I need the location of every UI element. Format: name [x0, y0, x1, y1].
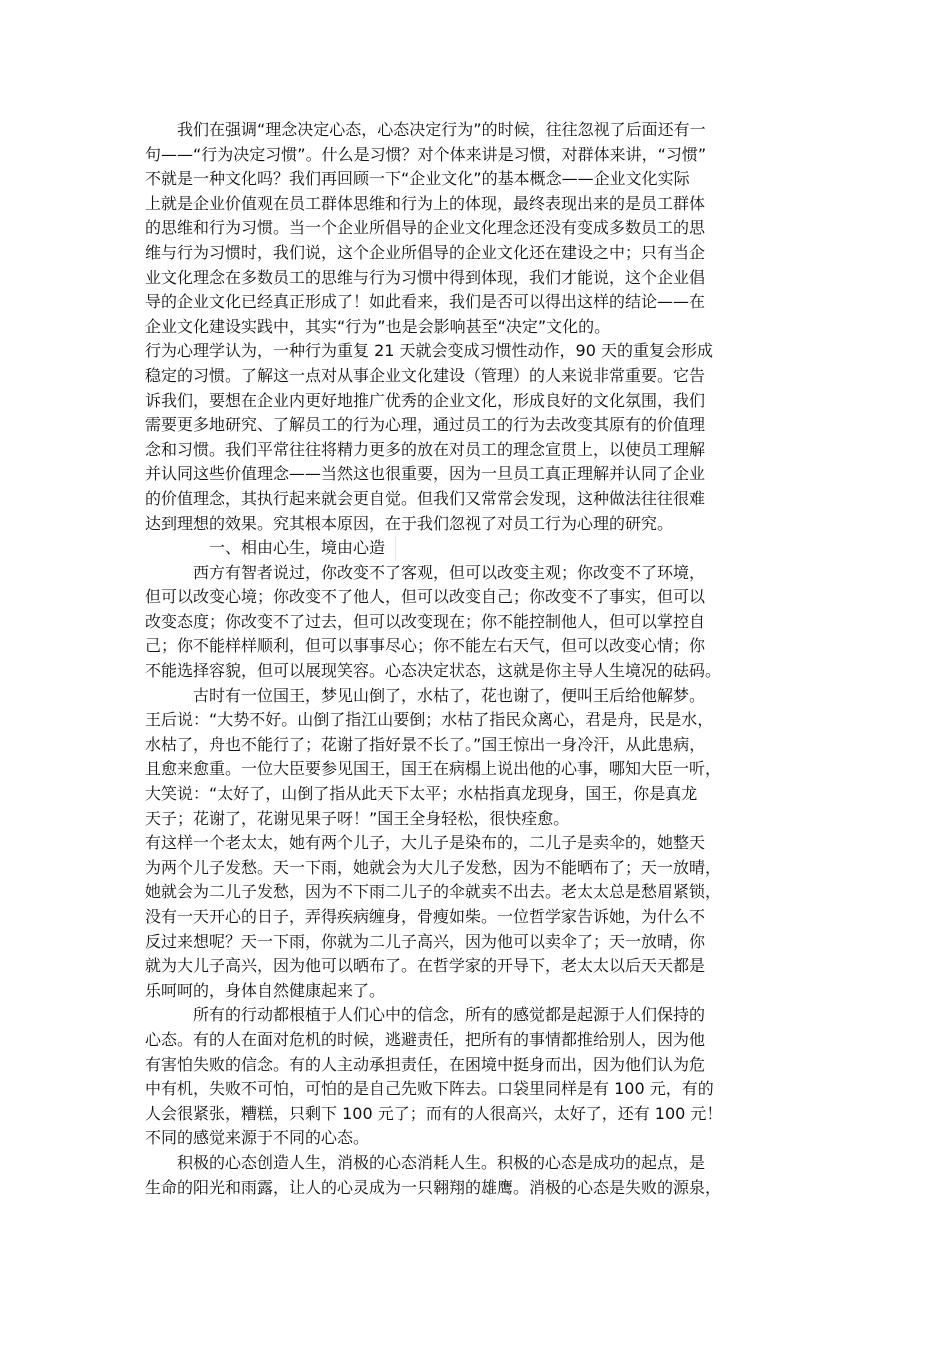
text-line: 句——“行为决定习惯”。什么是习惯？对个体来讲是习惯，对群体来讲，“习惯”	[145, 144, 707, 164]
text-line: 水枯了，舟也不能行了；花谢了指好景不长了。”国王惊出一身冷汗，从此患病，	[145, 734, 706, 754]
text-line: 古时有一位国王，梦见山倒了，水枯了，花也谢了，便叫王后给他解梦。	[145, 685, 706, 705]
text-line: 行为心理学认为，一种行为重复 21 天就会变成习惯性动作，90 天的重复会形成	[145, 341, 713, 361]
text-line: 稳定的习惯。了解这一点对从事企业文化建设（管理）的人来说非常重要。它告	[145, 365, 706, 385]
text-line: 生命的阳光和雨露，让人的心灵成为一只翱翔的雄鹰。消极的心态是失败的源泉，	[145, 1177, 722, 1197]
text-line: 反过来想呢？天一下雨，你就为二儿子高兴，因为他可以卖伞了；天一放晴，你	[145, 931, 706, 951]
text-line: 企业文化建设实践中，其实“行为”也是会影响甚至“决定”文化的。	[145, 316, 611, 336]
text-line: 心态。有的人在面对危机的时候，逃避责任，把所有的事情都推给别人，因为他	[145, 1029, 706, 1049]
section-heading-line	[145, 536, 813, 561]
text-line: 天子；花谢了，花谢见果子呀！”国王全身轻松，很快痊愈。	[145, 808, 570, 828]
text-line: 王后说：“大势不好。山倒了指江山要倒；水枯了指民众离心，君是舟，民是水，	[145, 710, 714, 730]
text-line: 有害怕失败的信念。有的人主动承担责任，在困境中挺身而出，因为他们认为危	[145, 1054, 706, 1074]
document-body	[145, 118, 813, 1200]
text-line: 的思维和行为习惯。当一个企业所倡导的企业文化理念还没有变成多数员工的思	[145, 218, 706, 238]
text-line: 业文化理念在多数员工的思维与行为习惯中得到体现，我们才能说，这个企业倡	[145, 267, 706, 287]
text-line: 但可以改变心境；你改变不了他人，但可以改变自己；你改变不了事实，但可以	[145, 587, 706, 607]
text-line: 大笑说：“太好了，山倒了指从此天下太平；水枯指真龙现身，国王，你是真龙	[145, 784, 698, 804]
text-line: 且愈来愈重。一位大臣要参见国王，国王在病榻上说出他的心事，哪知大臣一听，	[145, 759, 722, 779]
text-line: 己；你不能样样顺利，但可以事事尽心；你不能左右天气，但可以改变心情；你	[145, 636, 706, 656]
text-line: 积极的心态创造人生，消极的心态消耗人生。积极的心态是成功的起点，是	[145, 1152, 706, 1172]
text-line: 没有一天开心的日子，弄得疾病缠身，骨瘦如柴。一位哲学家告诉她，为什么不	[145, 907, 706, 926]
text-line: 乐呵呵的，身体自然健康起来了。	[145, 980, 386, 1000]
text-line: 所有的行动都根植于人们心中的信念，所有的感觉都是起源于人们保持的	[145, 1005, 706, 1025]
text-line: 改变态度；你改变不了过去，但可以改变现在；你不能控制他人，但可以掌控自	[145, 611, 706, 631]
text-line: 西方有智者说过，你改变不了客观，但可以改变主观；你改变不了环境，	[145, 562, 706, 582]
text-line: 为两个儿子发愁。天一下雨，她就会为大儿子发愁，因为不能晒布了；天一放晴，	[145, 857, 722, 877]
text-line: 导的企业文化已经真正形成了！如此看来，我们是否可以得出这样的结论——在	[145, 292, 706, 312]
text-line: 不能选择容貌，但可以展现笑容。心态决定状态，这就是你主导人生境况的砝码。	[145, 661, 722, 681]
text-line: 有这样一个老太太，她有两个儿子，大儿子是染布的，二儿子是卖伞的，她整天	[145, 833, 706, 853]
text-line: 不同的感觉来源于不同的心态。	[145, 1128, 370, 1148]
text-line: 念和习惯。我们平常往往将精力更多的放在对员工的理念宣贯上，以使员工理解	[145, 439, 706, 459]
text-line: 不就是一种文化吗？我们再回顾一下“企业文化”的基本概念——企业文化实际	[145, 169, 690, 189]
text-line: 维与行为习惯时，我们说，这个企业所倡导的企业文化还在建设之中；只有当企	[145, 242, 706, 262]
text-line: 我们在强调“理念决定心态，心态决定行为”的时候，往往忽视了后面还有一	[145, 120, 706, 139]
text-line: 达到理想的效果。究其根本原因，在于我们忽视了对员工行为心理的研究。	[145, 513, 674, 533]
text-line: 的价值理念，其执行起来就会更自觉。但我们又常常会发现，这种做法往往很难	[145, 488, 706, 508]
text-line: 诉我们，要想在企业内更好地推广优秀的企业文化，形成良好的文化氛围，我们	[145, 390, 706, 410]
text-line: 需要更多地研究、了解员工的行为心理，通过员工的行为去改变其原有的价值理	[145, 415, 706, 435]
section-heading: 一、相由心生，境由心造	[209, 536, 396, 561]
text-line: 中有机，失败不可怕，可怕的是自己先败下阵去。口袋里同样是有 100 元，有的	[145, 1079, 714, 1099]
text-line: 上就是企业价值观在员工群体思维和行为上的体现，最终表现出来的是员工群体	[145, 193, 706, 213]
text-line: 人会很紧张，糟糕，只剩下 100 元了；而有的人很高兴，太好了，还有 100 元！	[145, 1103, 723, 1123]
text-line: 并认同这些价值理念——当然这也很重要，因为一旦员工真正理解并认同了企业	[145, 464, 706, 484]
text-line: 就为大儿子高兴，因为他可以晒布了。在哲学家的开导下，老太太以后天天都是	[145, 956, 706, 976]
text-line: 她就会为二儿子发愁，因为不下雨二儿子的伞就卖不出去。老太太总是愁眉紧锁，	[145, 882, 722, 902]
